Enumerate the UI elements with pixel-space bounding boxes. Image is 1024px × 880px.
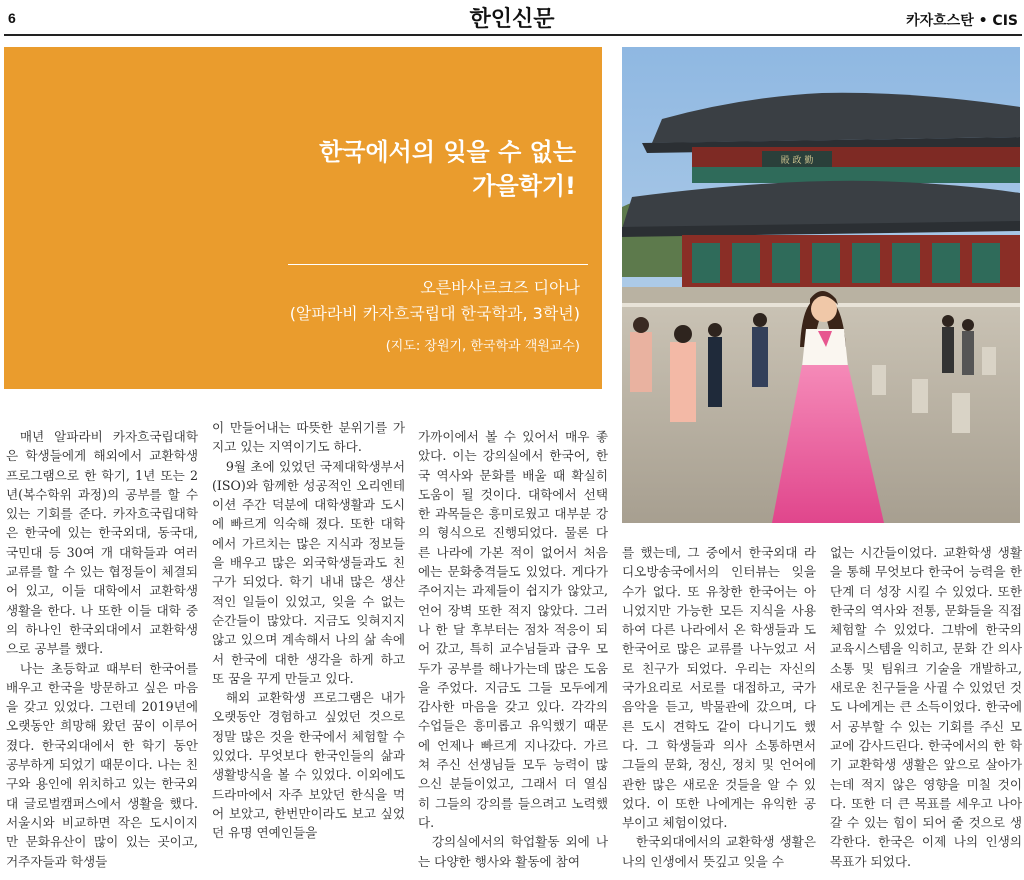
article-title-line2: 가을학기!: [472, 172, 576, 200]
paragraph: 나는 초등학교 때부터 한국어를 배우고 한국을 방문하고 싶은 마음을 갖고 있었다. 그런데 2019년에 오랫동안 희망해 왔던 꿈이 이루어졌다. 한국외대에서 한 학기 동안 공부하게 되었기 때문이다. 나는 친구와 용인에 위치하고 있는 한국외대 글로벌캠퍼스에서 생활을 했다. 서울시와 비교하면 작은 도시이지만 문화유산이 많이 있는 곳이고, 거주자들과 학생들: [6, 660, 198, 869]
header-rule: [4, 34, 1022, 36]
paragraph: 가까이에서 볼 수 있어서 매우 좋았다. 이는 강의실에서 한국어, 한국 역사와 문화를 배울 때 확실히 도움이 될 것이다. 대학에서 선택한 과목들은 흥미로웠고 대부분 강의 형식으로 진행되었다. 물론 다른 나라에 가본 적이 없어서 처음에는 문화충격들도 있었다. 게다가 주어지는 과제들이 쉽지가 않았고, 언어 장벽 또한 적지 않았다. 그러나 한 달 후부터는 점차 적응이 되어 갔고, 특히 교수님들과 급우 모두가 공부를 해나가는데 많은 도움을 주었다. 지금도 그들 모두에게 감사한 마음을 갖고 있다. 각각의 수업들은 흥미롭고 유익했기 때문에 언제나 빠르게 지나갔다. 가르쳐 주신 선생님들 모두 능력이 많으신 분들이었고, 그래서 더 열심히 그들의 강의를 들으려고 노력했다.: [418, 429, 608, 830]
article-column-4: [622, 543, 816, 879]
page-number: 6: [8, 10, 16, 26]
author-name: 오른바사르크즈 디아나: [420, 278, 580, 297]
article-title: [319, 135, 576, 203]
banner-divider: [288, 264, 588, 265]
article-column-5: [830, 543, 1022, 879]
svg-text:殿 政 勤: 殿 政 勤: [780, 156, 814, 166]
paragraph: 를 했는데, 그 중에서 한국외대 라디오방송국에서의 인터뷰는 잊을 수가 없다. 또 유창한 한국어는 아니었지만 가능한 모든 지식을 사용하여 다른 나라에서 온 학생들과 도 한국어로 많은 교류를 나누었고 서로 친구가 되었다. 우리는 자신의 국가요리로 서로를 대접하고, 국가음악을 듣고, 박물관에 갔으며, 다른 도시 견학도 같이 다니기도 했다. 그 학생들과 의사 소통하면서 그들의 문화, 정신, 정치 및 언어에 관한 많은 새로운 것들을 알 수 있었다. 이 또한 나에게는 유익한 공부이고 체험이었다.: [622, 545, 816, 831]
author-affiliation: (알파라비 카자흐국립대 한국학과, 3학년): [289, 304, 580, 323]
paragraph: 한국외대에서의 교환학생 생활은 나의 인생에서 뜻깊고 잊을 수: [622, 834, 816, 869]
gyeongbokgung-hanbok-photo: [622, 47, 1020, 523]
paragraph: 9월 초에 있었던 국제대학생부서(ISO)와 함께한 성공적인 오리엔테이션 주간 덕분에 대학생활과 도시에 빠르게 익숙해 졌다. 또한 대학에서 가르치는 많은 지식과 정보들을 배우고 많은 외국학생들과도 친구가 되었다. 학기 내내 많은 생산적인 일들이 있었고, 잊을 수 없는 순간들이 많았다. 지금도 잊혀지지 않고 있으며 계속해서 나의 삶 속에서 한국에 대한 생각을 하게 하고 또 꿈을 꾸게 만들고 있다.: [212, 458, 405, 686]
article-column-3: [418, 427, 608, 879]
masthead: 한인신문: [469, 6, 555, 32]
article-column-1: [6, 427, 198, 879]
paragraph: 이 만들어내는 따뜻한 분위기를 가지고 있는 지역이기도 하다.: [212, 420, 405, 455]
paragraph: 강의실에서의 학업활동 외에 나는 다양한 행사와 활동에 참여: [418, 834, 608, 869]
photo-illustration: [622, 47, 1020, 523]
paragraph: 매년 알파라비 카자흐국립대학은 학생들에게 해외에서 교환학생 프로그램으로 한 학기, 1년 또는 2년(복수학위 과정)의 공부를 할 수 있는 기회를 준다. 카자흐국립대학은 한국에 있는 한국외대, 동국대, 국민대 등 30여 개 대학들과 여러 교류를 할 수 있는 협정들이 체결되어 있고, 이들 대학에서 교환학생 생활을 한다. 나 또한 이들 대학 중의 하나인 한국외대에서 교환학생으로 공부를 했다.: [6, 429, 198, 657]
paragraph: 없는 시간들이었다. 교환학생 생활을 통해 무엇보다 한국어 능력을 한 단계 더 성장 시킬 수 있었다. 또한 한국의 역사와 전통, 문화들을 직접 체험할 수 있었다. 그밖에 한국의 교육시스템을 익히고, 문화 간 의사소통 및 팀워크 기술을 개발하고, 새로운 친구들을 사귈 수 있었던 것도 나에게는 큰 소득이었다. 한국에서 공부할 수 있는 기회를 주신 모교에 감사드린다. 한국에서의 한 학기 교환학생 생활은 앞으로 살아가는데 적지 않은 영향을 미칠 것이다. 또한 더 큰 목표를 세우고 나아갈 수 있는 힘이 되어 줄 것으로 생각한다. 한국은 이제 나의 인생의 목표가 되었다.: [830, 545, 1022, 869]
region-label: 카자흐스탄 • CIS: [906, 13, 1018, 29]
title-banner: [4, 47, 602, 389]
page-header: [0, 0, 1024, 40]
advisor-credit: (지도: 장원기, 한국학과 객원교수): [385, 339, 580, 354]
paragraph: 해외 교환학생 프로그램은 내가 오랫동안 경험하고 싶었던 것으로 정말 많은 것을 한국에서 체험할 수 있었다. 무엇보다 한국인들의 삶과 생활방식을 볼 수 있었다. 이외에도 드라마에서 자주 보았던 한식을 먹어 보았고, 한번만이라도 보고 싶었던 유명 연예인들을: [212, 690, 405, 841]
article-column-2: [212, 418, 405, 879]
author-byline: [290, 275, 580, 327]
article-title-line1: 한국에서의 잊을 수 없는: [319, 138, 576, 166]
